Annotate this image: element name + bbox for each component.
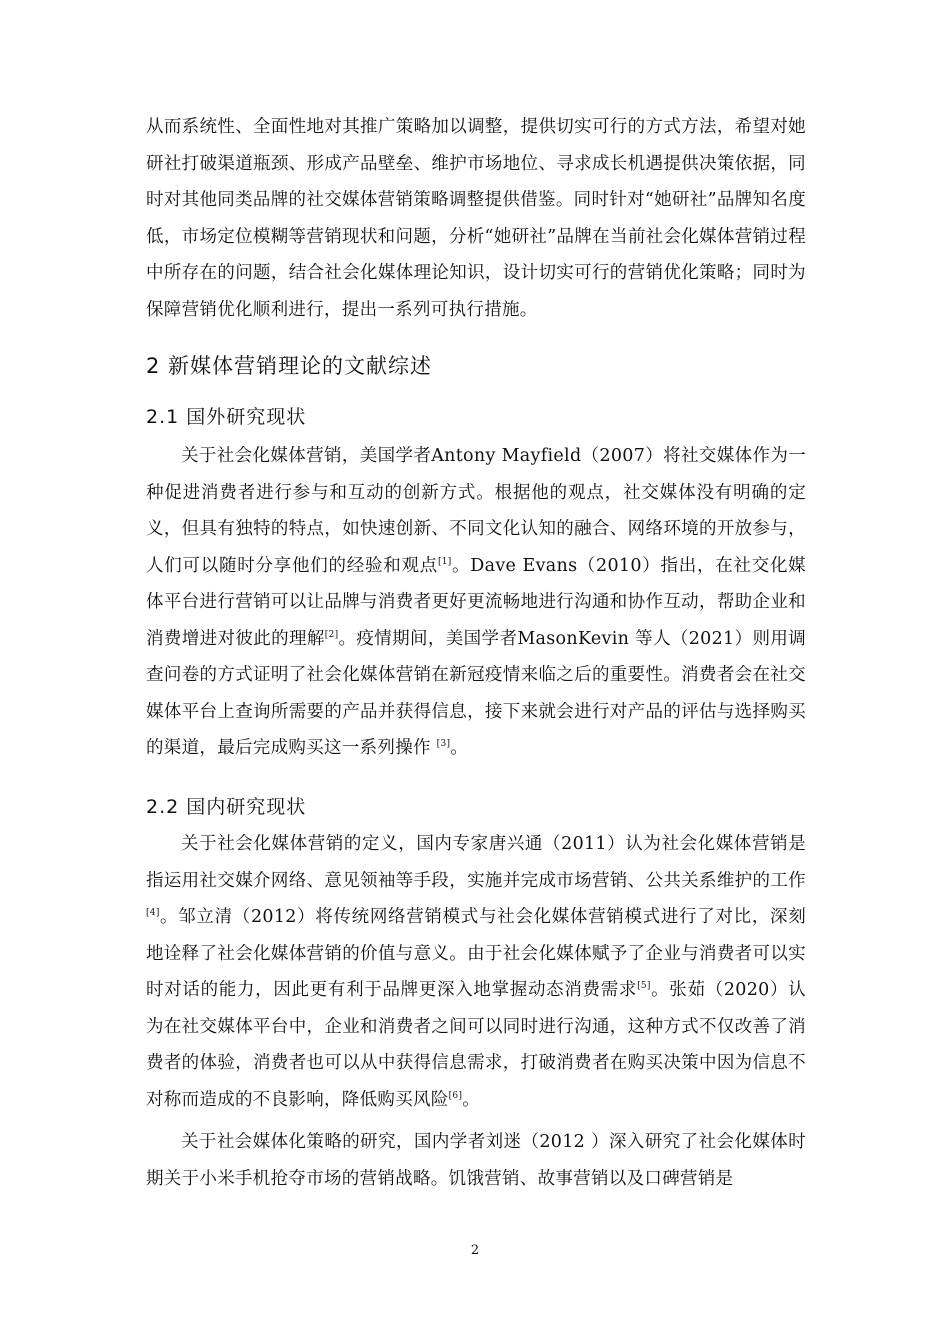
page-number: 2 <box>470 1243 480 1258</box>
paragraph-text: 。邹立清（2012）将传统网络营销模式与社会化媒体营销模式进行了对比，深刻地诠释了社会化媒体营销的价值与意义。由于社会化媒体赋予了企业与消费者可以实时对话的能力，因此更有利于品牌更深入地掌握动态消费需求 <box>146 907 806 1000</box>
section-2-2-paragraph-2: 关于社会媒体化策略的研究，国内学者刘迷（2012 ）深入研究了社会化媒体时期关于小米手机抢夺市场的营销战略。饥饿营销、故事营销以及口碑营销是 <box>146 1132 806 1189</box>
paragraph-text: 。疫情期间，美国学者MasonKevin 等人（2021）则用调查问卷的方式证明了社会化媒体营销在新冠疫情来临之后的重要性。消费者会在社交媒体平台上查询所需要的产品并获得信息，接下来就会进行对产品的评估与选择购买的渠道，最后完成购买这一系列操作 <box>146 628 806 758</box>
section-2-1-heading: 2.1 国外研究现状 <box>146 406 307 428</box>
citation-ref: [3] <box>436 739 451 750</box>
citation-ref: [1] <box>437 556 452 567</box>
section-2-heading: 2 新媒体营销理论的文献综述 <box>146 354 433 378</box>
citation-ref: [2] <box>324 629 339 640</box>
paragraph-text: 。张茹（2020）认为在社交媒体平台中，企业和消费者之间可以同时进行沟通，这种方式不仅改善了消费者的体验，消费者也可以从中获得信息需求，打破消费者在购买决策中因为信息不对称而造成的不良影响，降低购买风险 <box>146 980 806 1110</box>
intro-paragraph: 从而系统性、全面性地对其推广策略加以调整，提供切实可行的方式方法，希望对她研社打破渠道瓶颈、形成产品壁垒、维护市场地位、寻求成长机遇提供决策依据，同时对其他同类品牌的社交媒体营销策略调整提供借鉴。同时针对“她研社”品牌知名度低，市场定位模糊等营销现状和问题，分析“她研社”品牌在当前社会化媒体营销过程中所存在的问题，结合社会化媒体理论知识，设计切实可行的营销优化策略；同时为保障营销优化顺利进行，提出一系列可执行措施。 <box>146 117 806 320</box>
section-2-2-heading: 2.2 国内研究现状 <box>146 796 307 818</box>
paragraph-text: 关于社会化媒体营销，美国学者Antony Mayfield（2007）将社交媒体作为一种促进消费者进行参与和互动的创新方式。根据他的观点，社交媒体没有明确的定义，但具有独特的特点，如快速创新、不同文化认知的融合、网络环境的开放参与，人们可以随时分享他们的经验和观点 <box>146 446 806 576</box>
citation-ref: [6] <box>448 1090 463 1101</box>
citation-ref: [5] <box>637 981 651 992</box>
citation-ref: [4] <box>146 908 160 919</box>
paragraph-text: 。 <box>450 738 469 758</box>
section-2-2-paragraph-1 <box>146 826 806 1118</box>
paragraph-text: 。Dave Evans（2010）指出，在社交化媒体平台进行营销可以让品牌与消费者更好更流畅地进行沟通和协作互动，帮助企业和消费增进对彼此的理解 <box>146 555 806 649</box>
paragraph-text: 关于社会化媒体营销的定义，国内专家唐兴通（2011）认为社会化媒体营销是指运用社交媒介网络、意见领袖等手段，实施并完成市场营销、公共关系维护的工作 <box>146 834 806 891</box>
section-2-1-paragraph <box>146 438 806 767</box>
paragraph-text: 。 <box>462 1089 481 1110</box>
